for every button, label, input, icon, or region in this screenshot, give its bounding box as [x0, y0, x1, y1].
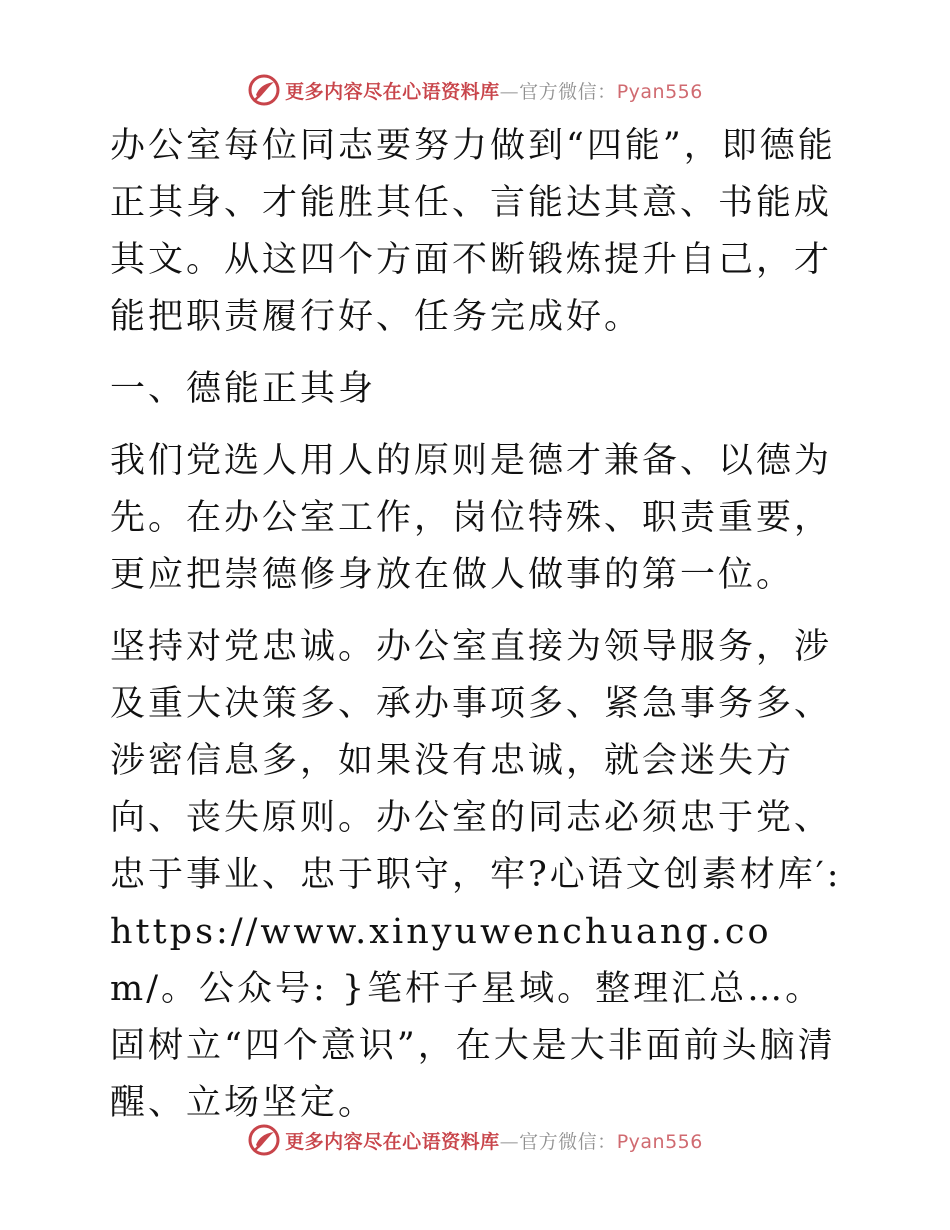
paragraph-principle: 我们党选人用人的原则是德才兼备、以德为先。在办公室工作，岗位特殊、职责重要，更应把崇德修身放在做人做事的第一位。	[110, 441, 833, 595]
logo-icon	[247, 73, 281, 107]
banner-text	[285, 1127, 703, 1154]
paragraph-intro: 办公室每位同志要努力做到“四能”，即德能正其身、才能胜其任、言能达其意、书能成其文。从这四个方面不断锻炼提升自己，才能把职责履行好、任务完成好。	[110, 126, 836, 337]
logo-icon	[247, 1123, 281, 1157]
banner-id: Pyan556	[616, 80, 703, 103]
paragraph-loyalty: 坚持对党忠诚。办公室直接为领导服务，涉及重大决策多、承办事项多、紧急事务多、涉密信息多，如果没有忠诚，就会迷失方向、丧失原则。办公室的同志必须忠于党、忠于事业、忠于职守，牢?心语文创素材库′: https://www.xinyuwenchuang.com/。公众号: }笔杆子星域。整理汇总…。固树立“四个意识”，在大是大非面前头脑清醒、立场坚定。	[110, 627, 842, 1123]
banner-id: Pyan556	[616, 1130, 703, 1153]
section-heading: 一、德能正其身	[110, 369, 377, 409]
header-banner	[0, 70, 950, 110]
banner-prefix: 更多内容尽在心语资料库	[285, 1130, 500, 1153]
banner-prefix: 更多内容尽在心语资料库	[285, 80, 500, 103]
banner-dash: —	[499, 80, 520, 103]
banner-label: 官方微信：	[519, 1130, 617, 1153]
banner-label: 官方微信：	[519, 80, 617, 103]
banner-text	[285, 77, 703, 104]
banner-dash: —	[499, 1130, 520, 1153]
document-body	[98, 118, 858, 1147]
footer-banner	[0, 1120, 950, 1160]
